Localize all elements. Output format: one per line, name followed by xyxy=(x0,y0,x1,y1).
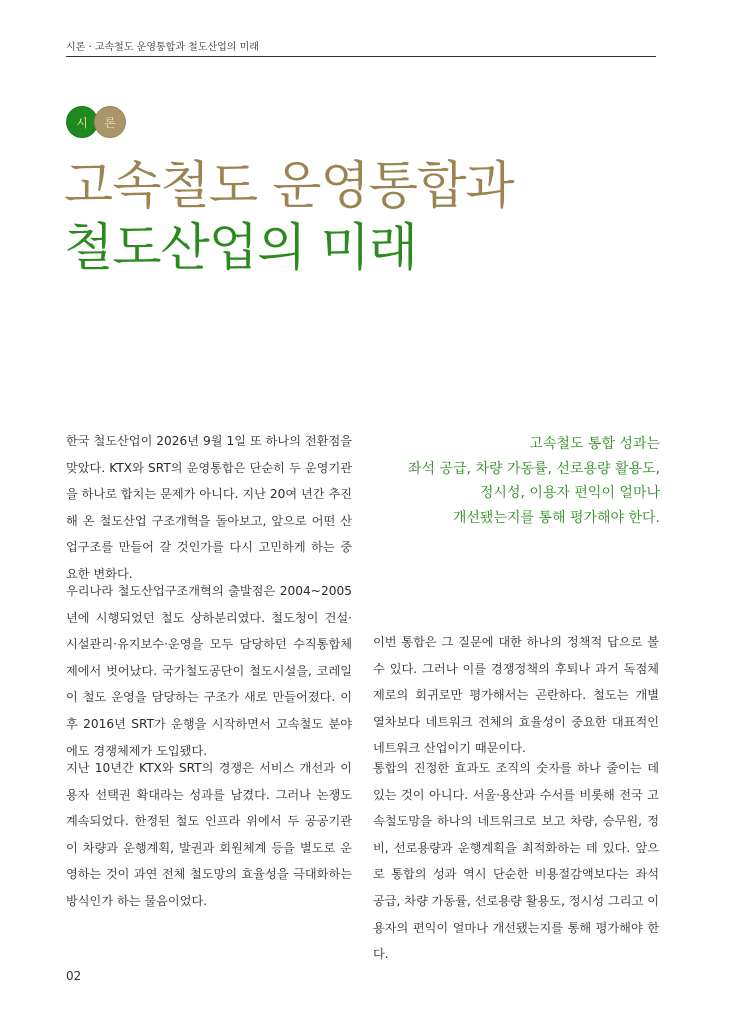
badge-circle-green: 시 xyxy=(66,106,98,138)
article-title xyxy=(64,156,514,280)
left-paragraph-3: 지난 10년간 KTX와 SRT의 경쟁은 서비스 개선과 이용자 선택권 확대라는 성과를 남겼다. 그러나 논쟁도 계속되었다. 한정된 철도 인프라 위에서 두 공공기관이 차량과 운행계획, 발권과 회원체계 등을 별도로 운영하는 것이 과연 전체 철도망의 효율성을 극대화하는 방식인가 하는 물음이었다. xyxy=(66,761,352,908)
title-line-1: 고속철도 운영통합과 xyxy=(64,157,514,216)
badge-circle-tan: 론 xyxy=(94,106,126,138)
right-paragraph-1: 이번 통합은 그 질문에 대한 하나의 정책적 답으로 볼 수 있다. 그러나 이를 경쟁정책의 후퇴나 과거 독점체제로의 회귀로만 평가해서는 곤란하다. 철도는 개별 열차보다 네트워크 전체의 효율성이 중요한 대표적인 네트워크 산업이기 때문이다. xyxy=(373,635,659,756)
pull-quote-line: 고속철도 통합 성과는 xyxy=(529,436,660,452)
header-rule xyxy=(66,56,656,57)
right-paragraph-2: 통합의 진정한 효과도 조직의 숫자를 하나 줄이는 데 있는 것이 아니다. 서울·용산과 수서를 비롯해 전국 고속철도망을 하나의 네트워크로 보고 차량, 승무원, 정비, 선로용량과 운행계획을 최적화하는 데 있다. 앞으로 통합의 성과 역시 단순한 비용절감액보다는 좌석 공급, 차량 가동률, 선로용량 활용도, 정시성 그리고 이용자의 편익이 얼마나 개선됐는지를 통해 평가해야 한다. xyxy=(373,761,659,962)
page-number: 02 xyxy=(66,969,82,983)
left-paragraph-2: 우리나라 철도산업구조개혁의 출발점은 2004~2005년에 시행되었던 철도 상하분리였다. 철도청이 건설·시설관리·유지보수·운영을 모두 담당하던 수직통합체제에서 벗어났다. 국가철도공단이 철도시설을, 코레일이 철도 운영을 담당하는 구조가 새로 만들어졌다. 이후 2016년 SRT가 운행을 시작하면서 고속철도 분야에도 경쟁체제가 도입됐다. xyxy=(66,584,352,758)
running-header: 시론 · 고속철도 운영통합과 철도산업의 미래 xyxy=(66,42,259,53)
title-line-2: 철도산업의 미래 xyxy=(64,219,418,278)
pull-quote-line: 개선됐는지를 통해 평가해야 한다. xyxy=(452,509,660,526)
pull-quote xyxy=(372,432,660,530)
pull-quote-line: 좌석 공급, 차량 가동률, 선로용량 활용도, xyxy=(408,460,660,477)
left-paragraph-1: 한국 철도산업이 2026년 9월 1일 또 하나의 전환점을 맞았다. KTX와 SRT의 운영통합은 단순히 두 운영기관을 하나로 합치는 문제가 아니다. 지난 20여 년간 추진해 온 철도산업 구조개혁을 돌아보고, 앞으로 어떤 산업구조를 만들어 갈 것인가를 다시 고민하게 하는 중요한 변화다. xyxy=(66,434,352,581)
pull-quote-line: 정시성, 이용자 편익이 얼마나 xyxy=(479,485,660,501)
